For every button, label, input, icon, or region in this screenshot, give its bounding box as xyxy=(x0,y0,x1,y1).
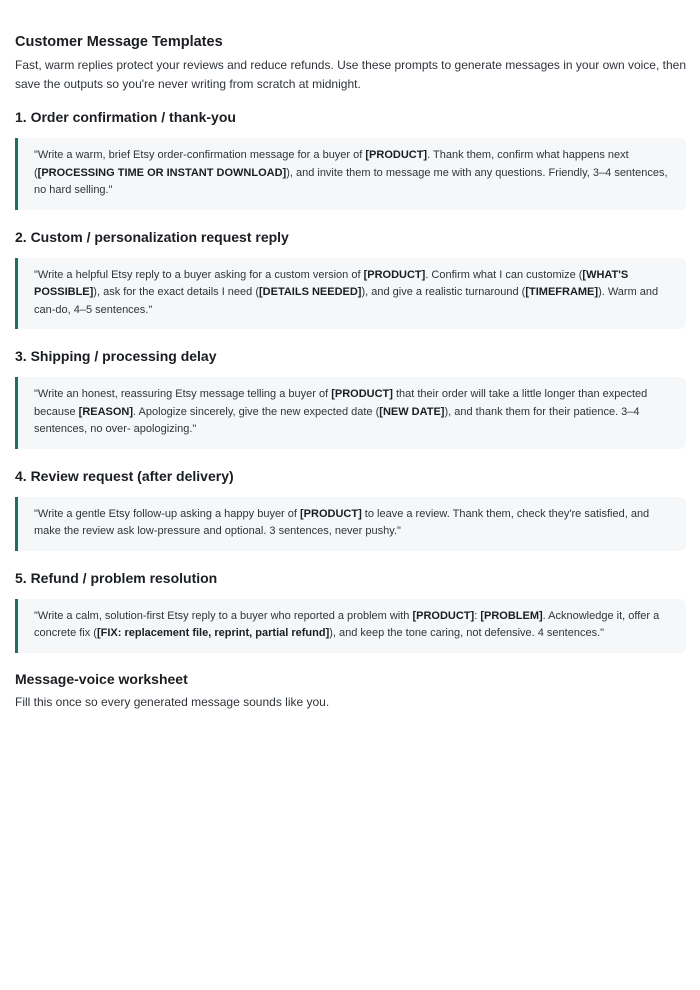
placeholder-token: [TIMEFRAME] xyxy=(525,286,599,298)
worksheet-title: Message-voice worksheet xyxy=(15,670,188,687)
prompt-text: . Confirm what I can customize ( xyxy=(425,268,583,281)
prompt-text: "Write a helpful Etsy reply to a buyer asking for a custom version of xyxy=(34,268,364,281)
prompt-text: ), and invite them to message me with any questions. Friendly, 3–4 sentences, no hard selling." xyxy=(34,166,668,196)
template-section xyxy=(15,467,686,551)
placeholder-token: [DETAILS NEEDED] xyxy=(259,286,362,298)
prompt-text: "Write a gentle Etsy follow-up asking a happy buyer of xyxy=(34,507,301,520)
placeholder-token: [NEW DATE] xyxy=(379,405,445,418)
template-section xyxy=(15,228,686,330)
section-heading: 2. Custom / personalization request reply xyxy=(15,228,289,245)
placeholder-token: [PROCESSING TIME OR INSTANT DOWNLOAD] xyxy=(37,166,287,179)
placeholder-token: [FIX: replacement file, reprint, partial refund] xyxy=(96,627,330,639)
placeholder-token: [PRODUCT] xyxy=(363,268,426,281)
prompt-text: . Thank them, confirm what happens next ( xyxy=(34,149,629,179)
prompt-text: to leave a review. Thank them, check they're satisfied, and make the review ask low-pressure and optional. 3 sentences, never pushy." xyxy=(34,507,650,537)
section-heading: 1. Order confirmation / thank-you xyxy=(15,109,236,125)
section-heading: 3. Shipping / processing delay xyxy=(15,348,217,364)
prompt-text: ), and thank them for their patience. 3–4 sentences, no over- apologizing." xyxy=(34,405,640,435)
document-title: Customer Message Templates xyxy=(15,34,223,50)
section-heading: 5. Refund / problem resolution xyxy=(15,569,218,586)
prompt-text: ). Warm and can-do, 4–5 sentences." xyxy=(34,286,659,316)
prompt-text: . Apologize sincerely, give the new expected date ( xyxy=(133,405,380,418)
placeholder-token: [PRODUCT] xyxy=(412,609,475,622)
prompt-text: ), and keep the tone caring, not defensive. 4 sentences." xyxy=(329,627,605,639)
placeholder-token: [PRODUCT] xyxy=(331,388,393,400)
template-section xyxy=(15,347,686,449)
section-heading: 4. Review request (after delivery) xyxy=(15,467,234,484)
template-section xyxy=(15,569,686,653)
worksheet-text: Fill this once so every generated message sounds like you. xyxy=(15,694,330,709)
placeholder-token: [PRODUCT] xyxy=(300,507,362,520)
prompt-block xyxy=(15,599,686,653)
prompt-text: . Acknowledge it, offer a concrete fix ( xyxy=(34,609,660,639)
placeholder-token: [REASON] xyxy=(78,405,134,418)
template-sections xyxy=(15,108,686,653)
prompt-text: ), ask for the exact details I need ( xyxy=(93,286,259,298)
prompt-text: "Write a warm, brief Etsy order-confirmation message for a buyer of xyxy=(34,149,366,161)
document-intro: Fast, warm replies protect your reviews and reduce refunds. Use these prompts to generate messages in your own voice, then save the outputs so you're never writing from scratch at midnight. xyxy=(15,58,686,91)
placeholder-token: [PRODUCT] xyxy=(365,149,428,161)
prompt-block xyxy=(15,497,686,551)
placeholder-token: [WHAT'S POSSIBLE] xyxy=(34,268,629,298)
prompt-text: that their order will take a little longer than expected because xyxy=(34,388,648,418)
prompt-text: : xyxy=(474,609,481,622)
prompt-block xyxy=(15,138,686,210)
prompt-text: "Write an honest, reassuring Etsy message telling a buyer of xyxy=(34,388,332,400)
prompt-text: ), and give a realistic turnaround ( xyxy=(361,286,526,298)
template-section xyxy=(15,108,686,210)
placeholder-token: [PROBLEM] xyxy=(480,609,543,622)
prompt-text: "Write a calm, solution-first Etsy reply to a buyer who reported a problem with xyxy=(34,609,413,622)
prompt-block xyxy=(15,377,686,449)
prompt-block xyxy=(15,258,686,330)
